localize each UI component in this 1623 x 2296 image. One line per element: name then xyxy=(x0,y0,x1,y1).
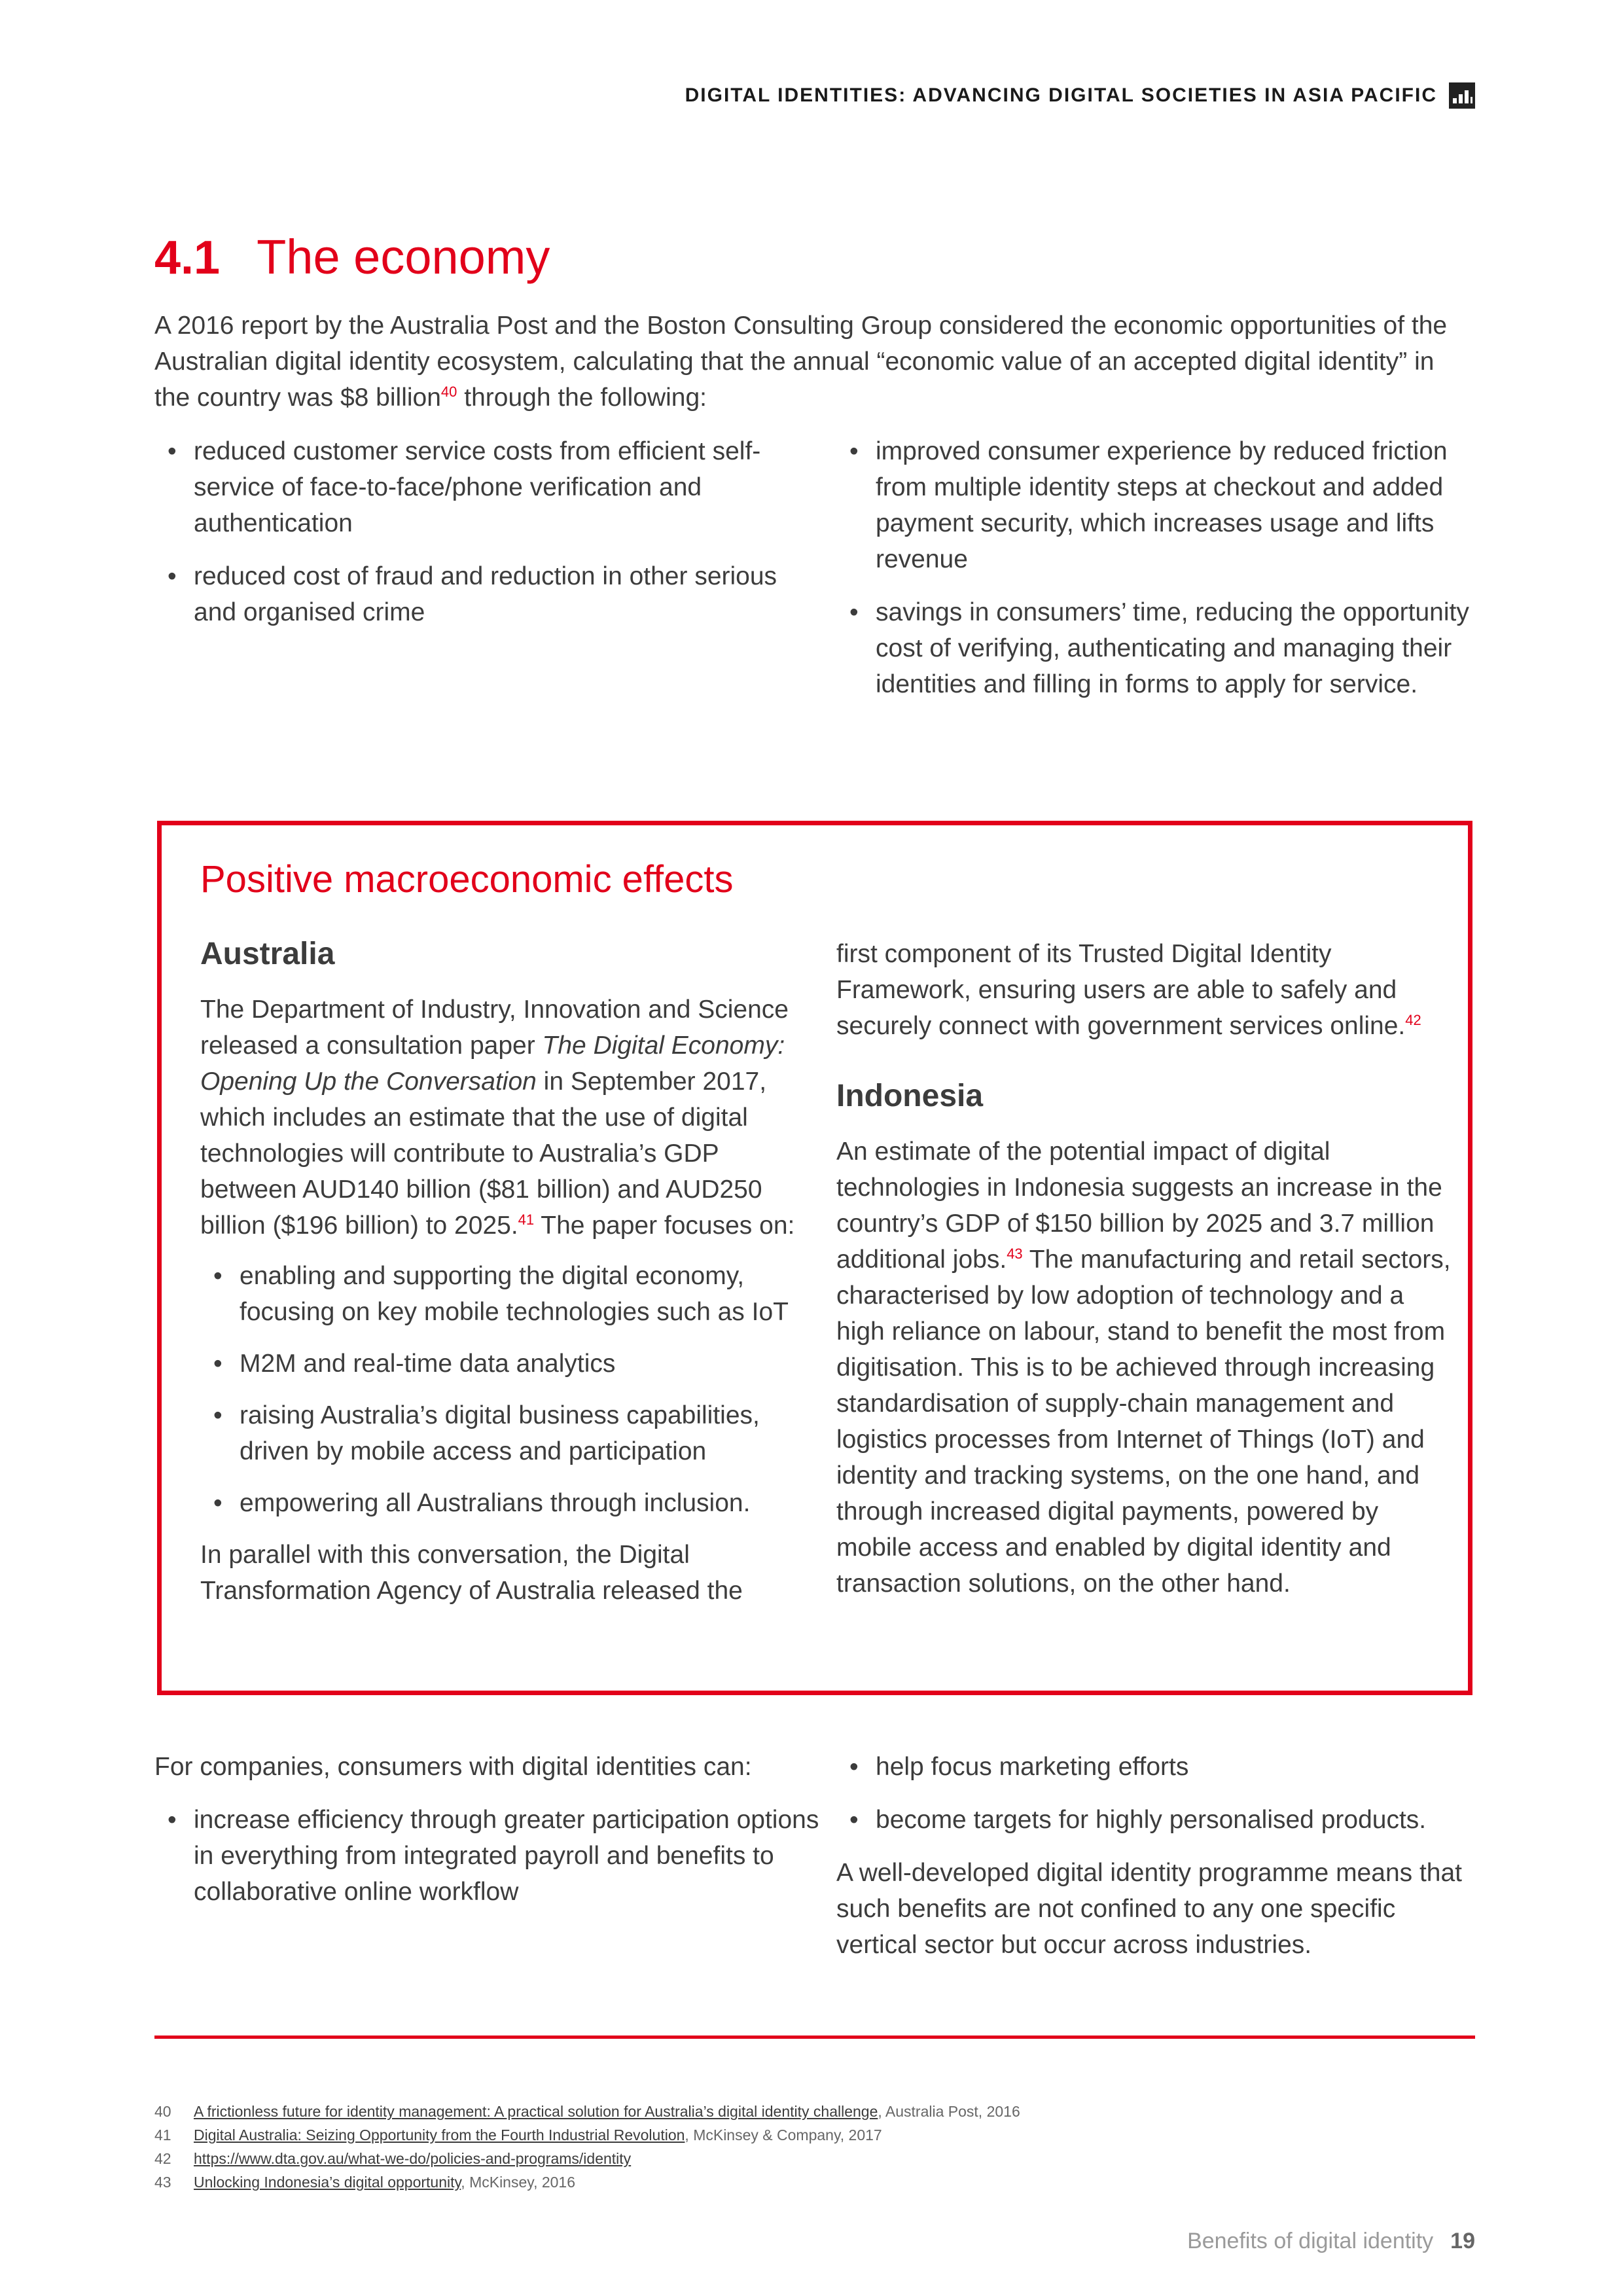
indonesia-heading: Indonesia xyxy=(836,1079,984,1113)
list-item: • reduced cost of fraud and reduction in other serious and organised crime xyxy=(154,558,822,630)
box-title: Positive macroeconomic effects xyxy=(200,858,734,901)
footnote-number: 42 xyxy=(154,2150,171,2167)
footnote-number: 43 xyxy=(154,2174,171,2191)
footnote-number: 40 xyxy=(154,2103,171,2120)
footnote-link[interactable]: https://www.dta.gov.au/what-we-do/policies-and-programs/identity xyxy=(194,2150,632,2167)
benefits-list-left xyxy=(154,433,822,647)
footer-section-label: Benefits of digital identity xyxy=(1187,2229,1434,2253)
footnote xyxy=(154,2100,1463,2123)
indonesia-paragraph: An estimate of the potential impact of digital technologies in Indonesia suggests an increase in the country’s GDP of $150 billion by 2025 and 3.7 million additional jobs.$^{43}$ The manufacturing and retail sectors, characterised by low adoption of technology and a high reliance on labour, stand to benefit the most from digitisation. This is to be achieved through increasing standardisation of supply-chain management and logistics processes from Internet of Things (IoT) and identity and tracking systems, on the one hand, and through increased digital payments, powered by mobile access and enabled by digital identity and transaction solutions, on the other hand. xyxy=(836,1138,1451,1598)
list-item: • savings in consumers’ time, reducing the opportunity cost of verifying, authenticating and managing their identities and filling in forms to apply for service. xyxy=(836,594,1484,702)
footnotes xyxy=(154,2100,1463,2194)
running-header xyxy=(685,82,1475,109)
companies-right xyxy=(836,1749,1478,1977)
footnote-ref-42[interactable]: 42 xyxy=(1405,1012,1421,1028)
footnote-link[interactable]: Unlocking Indonesia’s digital opportunity xyxy=(194,2174,461,2191)
companies-closing: A well-developed digital identity programme means that such benefits are not confined to any one specific vertical sector but occur across industries. xyxy=(836,1859,1463,1959)
page-footer xyxy=(1187,2229,1475,2254)
intro-text: A 2016 report by the Australia Post and the Boston Consulting Group considered the economic opportunities of the Australian digital identity ecosystem, calculating that the annual “economic value of an accepted digital identity” in the country was $8 billion xyxy=(154,312,1448,412)
footnote-number: 41 xyxy=(154,2126,171,2144)
list-item: • raising Australia’s digital business capabilities, driven by mobile access and participation xyxy=(200,1397,802,1469)
list-item: • improved consumer experience by reduced friction from multiple identity steps at checkout and added payment security, which increases usage and lifts revenue xyxy=(836,433,1484,577)
footnote-source: , McKinsey, 2016 xyxy=(461,2174,576,2191)
companies-left xyxy=(154,1749,822,1927)
list-item: • empowering all Australians through inclusion. xyxy=(200,1485,802,1521)
list-item: • enabling and supporting the digital economy, focusing on key mobile technologies such as IoT xyxy=(200,1258,802,1330)
intro-text-end: through the following: xyxy=(457,384,707,412)
footnote xyxy=(154,2170,1463,2194)
footnote-divider xyxy=(154,2036,1475,2039)
footnote-link[interactable]: Digital Australia: Seizing Opportunity from the Fourth Industrial Revolution xyxy=(194,2126,685,2144)
australia-paragraph-2: In parallel with this conversation, the Digital Transformation Agency of Australia released the xyxy=(200,1541,743,1605)
footnote-ref-40[interactable]: 40 xyxy=(440,384,457,400)
footnote-link[interactable]: A frictionless future for identity management: A practical solution for Australia’s digital identity challenge xyxy=(194,2103,878,2120)
footnote-source: , Australia Post, 2016 xyxy=(878,2103,1020,2120)
australia-column xyxy=(200,936,802,1623)
footnote xyxy=(154,2123,1463,2147)
australia-paragraph: The Department of Industry, Innovation and Science released a consultation paper The Digital Economy: Opening Up the Conversation in September 2017, which includes an estimate that the use of digital technologies will contribute to Australia’s GDP between AUD140 billion ($81 billion) and AUD250 billion ($196 billion) to 2025.41 The paper focuses on: xyxy=(200,996,795,1240)
list-item: • increase efficiency through greater participation options in everything from integrated payroll and benefits to collaborative online workflow xyxy=(154,1802,822,1910)
intro-paragraph xyxy=(154,308,1470,416)
list-item: • M2M and real-time data analytics xyxy=(200,1346,802,1382)
section-heading xyxy=(154,229,550,285)
list-item: • become targets for highly personalised products. xyxy=(836,1802,1478,1838)
australia-continuation: first component of its Trusted Digital Identity Framework, ensuring users are able to safely and securely connect with government services online.$^{42}$ xyxy=(836,940,1421,1040)
benefits-list-right xyxy=(836,433,1484,719)
footnote-ref-43[interactable]: 43 xyxy=(1007,1246,1023,1262)
gsma-logo-icon xyxy=(1449,82,1475,109)
section-number: 4.1 xyxy=(154,232,221,284)
australia-heading: Australia xyxy=(200,937,335,971)
footnote xyxy=(154,2147,1463,2170)
running-header-title: DIGITAL IDENTITIES: ADVANCING DIGITAL SOCIETIES IN ASIA PACIFIC xyxy=(685,84,1437,106)
footnote-ref-41[interactable]: 41 xyxy=(518,1211,535,1228)
right-column xyxy=(836,936,1458,1616)
section-title: The economy xyxy=(257,230,550,284)
list-item: • help focus marketing efforts xyxy=(836,1749,1478,1785)
footnote-source: , McKinsey & Company, 2017 xyxy=(685,2126,882,2144)
list-item: • reduced customer service costs from efficient self-service of face-to-face/phone verification and authentication xyxy=(154,433,822,541)
page-number: 19 xyxy=(1450,2229,1475,2253)
companies-lead: For companies, consumers with digital identities can: xyxy=(154,1753,752,1781)
